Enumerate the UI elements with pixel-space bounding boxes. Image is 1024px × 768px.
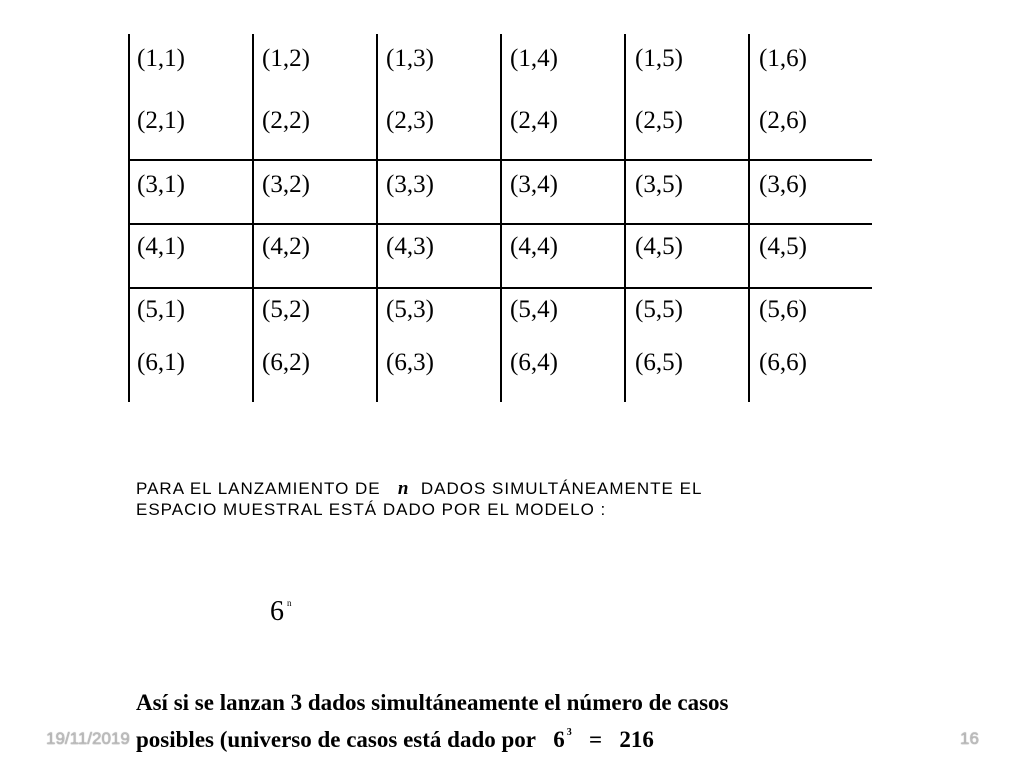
outcome-cell: (6,1) [137, 349, 185, 376]
outcome-cell: (4,5) [635, 233, 683, 260]
outcome-cell: (4,1) [137, 233, 185, 260]
outcome-cell: (2,2) [262, 107, 310, 134]
outcome-cell: (1,6) [759, 45, 807, 72]
grid-vertical-line-4 [500, 34, 502, 402]
outcome-cell: (5,3) [386, 296, 434, 323]
conclusion-result: 216 [619, 727, 654, 752]
conclusion-exponent: 3 [566, 727, 572, 738]
outcome-cell: (6,6) [759, 349, 807, 376]
outcome-cell: (3,4) [510, 171, 558, 198]
statement-line-2: ESPACIO MUESTRAL ESTÁ DADO POR EL MODELO : [136, 500, 607, 519]
outcome-cell: (2,5) [635, 107, 683, 134]
outcome-cell: (1,5) [635, 45, 683, 72]
outcome-cell: (3,2) [262, 171, 310, 198]
grid-horizontal-line-3 [128, 287, 872, 289]
outcome-cell: (5,2) [262, 296, 310, 323]
outcome-cell: (3,3) [386, 171, 434, 198]
outcome-cell: (3,5) [635, 171, 683, 198]
statement-line-1-part-b: DADOS SIMULTÁNEAMENTE EL [420, 479, 703, 498]
footer-date: 19/11/2019 [46, 729, 130, 748]
conclusion-line-1: Así si se lanzan 3 dados simultáneamente el número de casos [136, 690, 729, 715]
conclusion-line-2-text: posibles (universo de casos está dado por [136, 727, 536, 752]
outcome-cell: (3,6) [759, 171, 807, 198]
conclusion-base: 6 [553, 727, 565, 752]
outcome-cell: (6,2) [262, 349, 310, 376]
outcome-cell: (6,3) [386, 349, 434, 376]
outcome-cell: (5,5) [635, 296, 683, 323]
outcome-cell: (5,4) [510, 296, 558, 323]
outcome-cell: (2,4) [510, 107, 558, 134]
outcome-cell: (6,4) [510, 349, 558, 376]
conclusion-text [136, 688, 729, 755]
grid-horizontal-line-2 [128, 223, 872, 225]
footer-page-number: 16 [960, 729, 979, 748]
outcome-cell: (1,3) [386, 45, 434, 72]
outcome-cell: (1,2) [262, 45, 310, 72]
outcome-cell: (5,1) [137, 296, 185, 323]
grid-vertical-line-6 [748, 34, 750, 402]
grid-vertical-line-5 [624, 34, 626, 402]
model-base: 6 [270, 596, 284, 627]
grid-horizontal-line-1 [128, 159, 872, 161]
outcome-cell: (2,3) [386, 107, 434, 134]
outcome-cell: (6,5) [635, 349, 683, 376]
outcome-cell: (2,6) [759, 107, 807, 134]
model-formula [270, 596, 292, 628]
outcome-cell: (5,6) [759, 296, 807, 323]
statement-line-1-part-a: PARA EL LANZAMIENTO DE [136, 479, 381, 498]
outcome-cell: (4,4) [510, 233, 558, 260]
outcome-cell: (1,1) [137, 45, 185, 72]
conclusion-line-2 [136, 718, 729, 755]
variable-n: n [397, 478, 410, 499]
conclusion-equals: = [588, 727, 603, 752]
outcome-cell: (4,2) [262, 233, 310, 260]
grid-vertical-line-2 [252, 34, 254, 402]
outcome-cell: (3,1) [137, 171, 185, 198]
outcome-cell: (1,4) [510, 45, 558, 72]
outcome-cell: (4,3) [386, 233, 434, 260]
grid-vertical-line-3 [376, 34, 378, 402]
model-exponent: n [287, 598, 292, 608]
grid-vertical-line-1 [128, 34, 130, 402]
statement-line-1 [136, 478, 702, 499]
outcome-cell: (2,1) [137, 107, 185, 134]
outcome-cell: (4,5) [759, 233, 807, 260]
statement-text [136, 478, 702, 520]
